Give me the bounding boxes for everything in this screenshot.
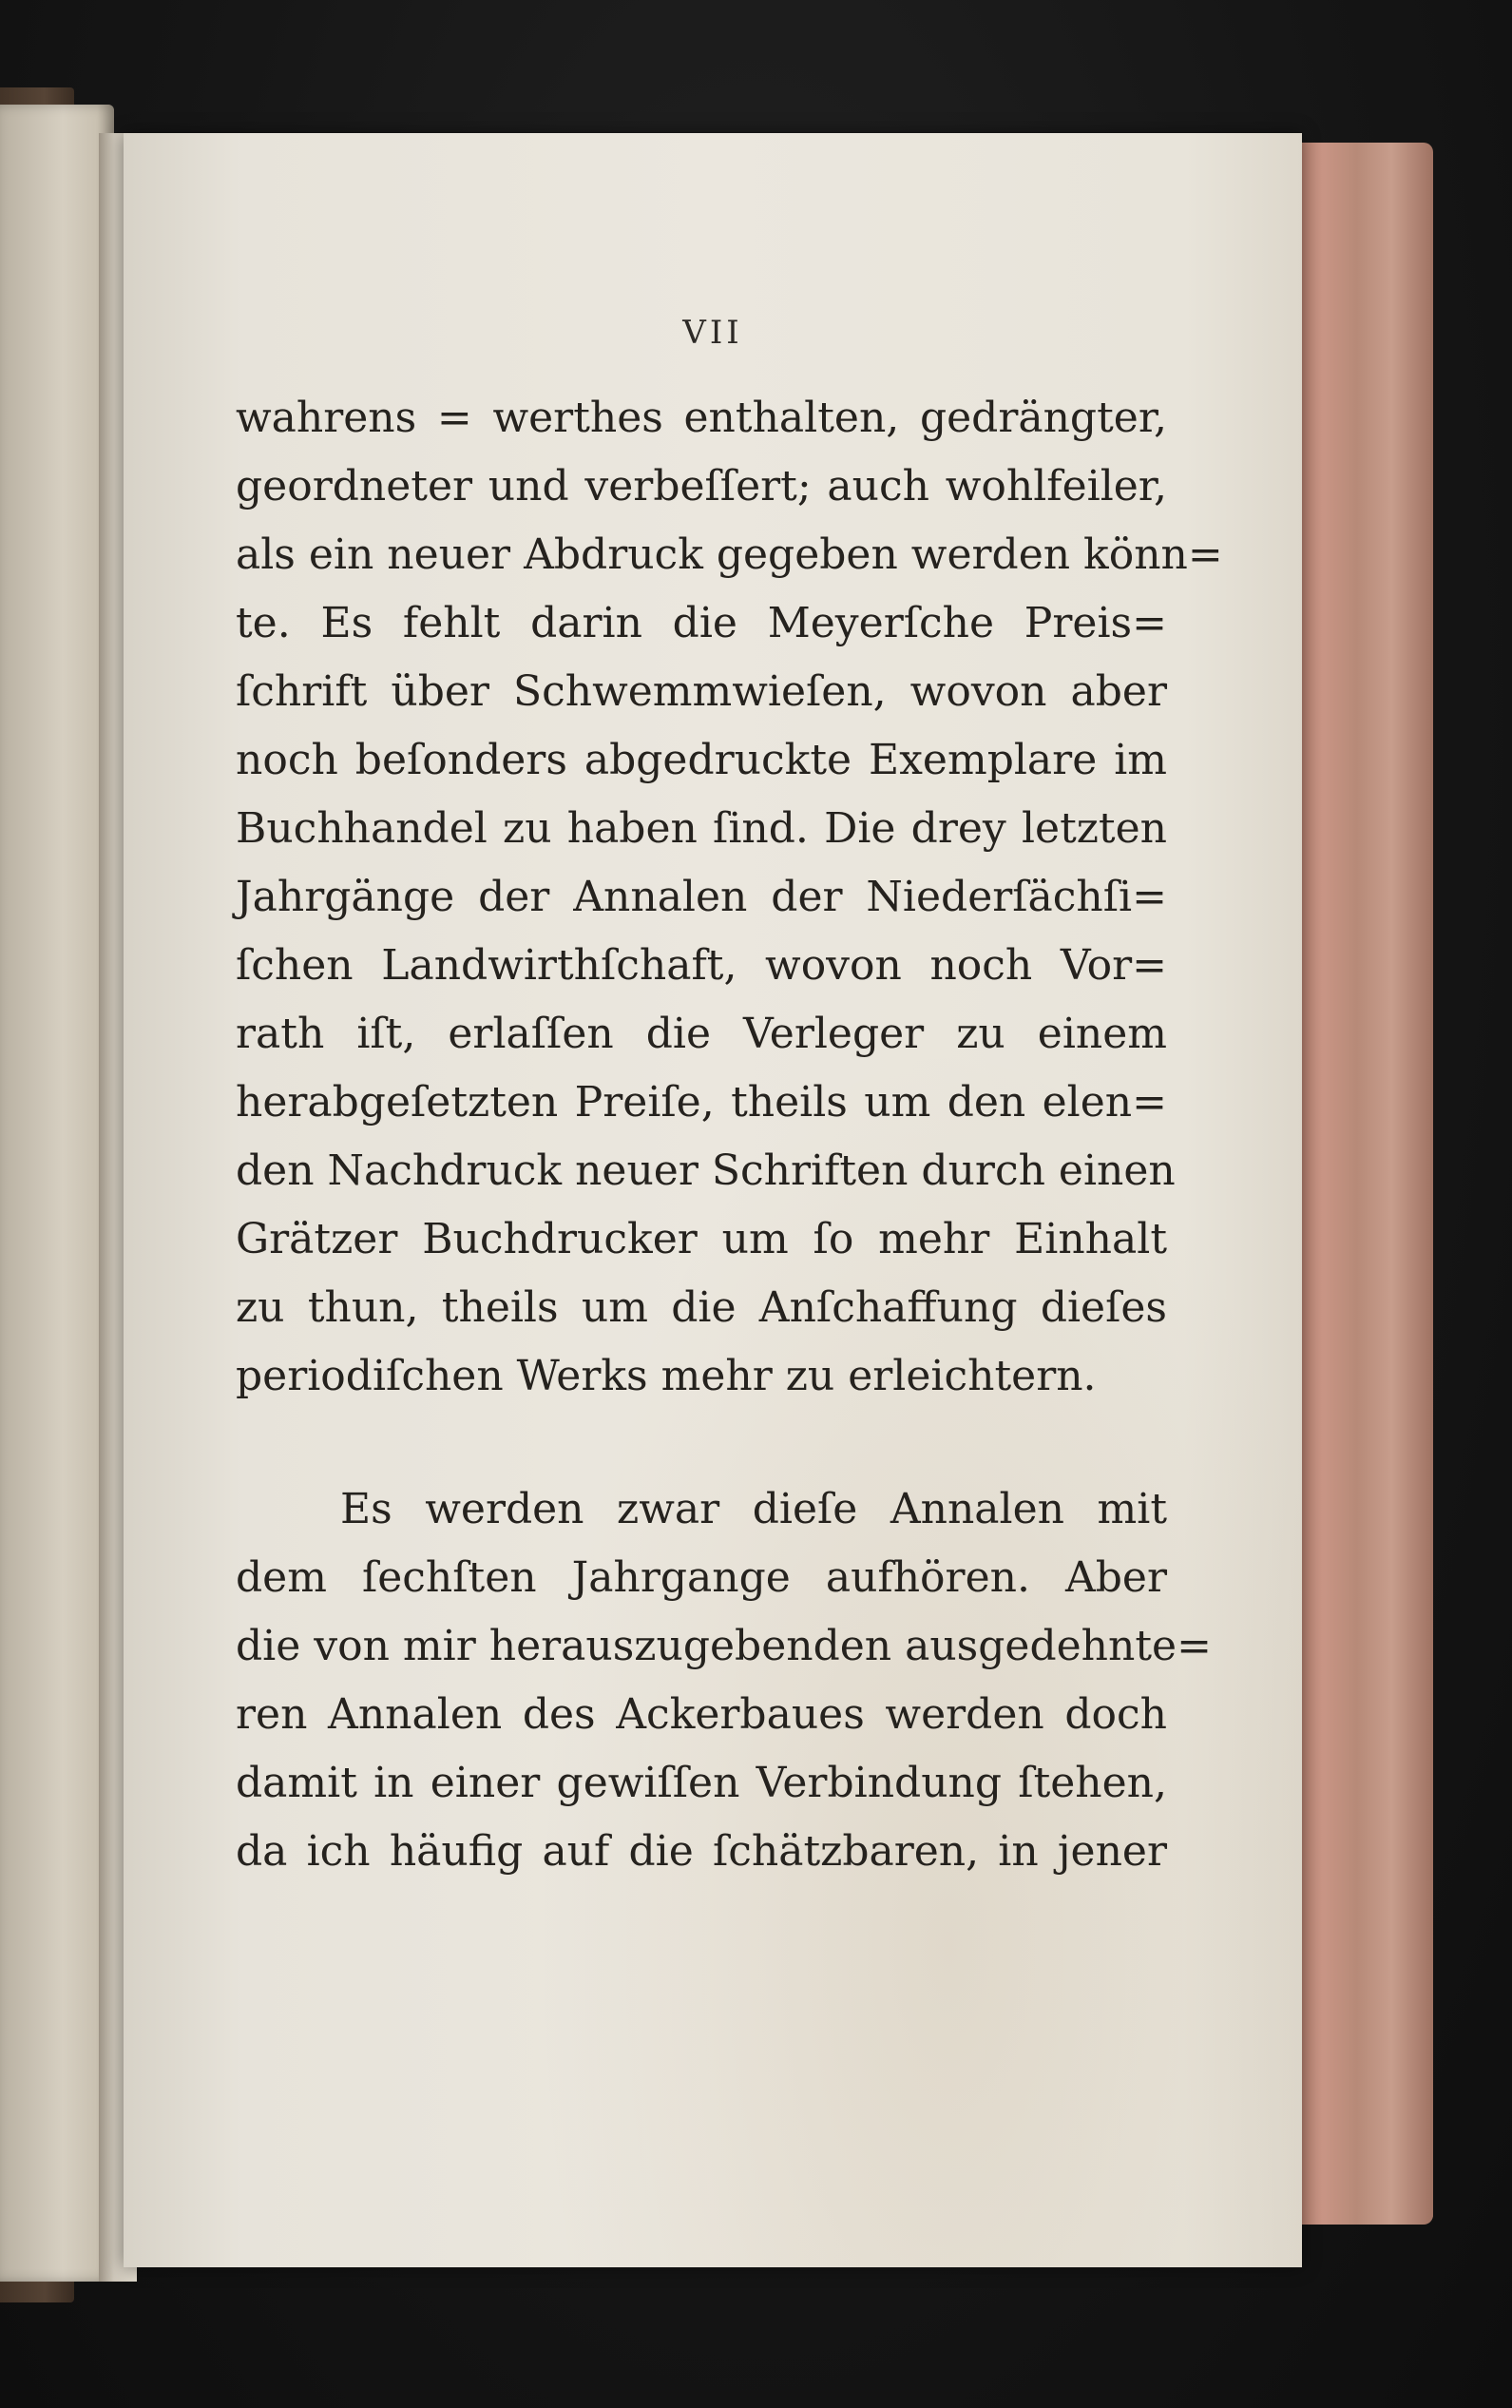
text-line: ren Annalen des Ackerbaues werden doch: [236, 1690, 1167, 1739]
text-line: herabgeſetzten Preiſe, theils um den elen=: [236, 1078, 1167, 1127]
page-number: VII: [682, 314, 743, 352]
text-line: Buchhandel zu haben ſind. Die drey letzten: [236, 804, 1167, 853]
text-line: da ich häufig auf die ſchätzbaren, in jener: [236, 1827, 1167, 1876]
text-line: damit in einer gewiſſen Verbindung ſtehen,: [236, 1759, 1167, 1807]
text-line: geordneter und verbeſſert; auch wohlfeiler,: [236, 462, 1167, 510]
text-line: te. Es fehlt darin die Meyerſche Preis=: [236, 599, 1167, 647]
text-line: ſchen Landwirthſchaft, wovon noch Vor=: [236, 941, 1167, 990]
text-line: noch beſonders abgedruckte Exemplare im: [236, 736, 1167, 784]
text-line: die von mir herauszugebenden ausgedehnte=: [236, 1622, 1212, 1670]
text-line: ſchrift über Schwemmwieſen, wovon aber: [236, 667, 1167, 716]
page-body-text: [236, 384, 1223, 1886]
left-page-edge: [0, 105, 114, 2282]
text-line: wahrens = werthes enthalten, gedrängter,: [236, 394, 1167, 442]
book-page: [124, 133, 1302, 2267]
text-line: dem ſechſten Jahrgange aufhören. Aber: [236, 1553, 1167, 1602]
text-line: Jahrgänge der Annalen der Niederſächſi=: [236, 873, 1167, 921]
page-fore-edge: [1294, 143, 1433, 2225]
text-line: Es werden zwar dieſe Annalen mit: [340, 1485, 1167, 1533]
text-line: rath iſt, erlaſſen die Verleger zu einem: [236, 1010, 1167, 1058]
text-line: zu thun, theils um die Anſchaffung dieſes: [236, 1283, 1167, 1332]
text-line: als ein neuer Abdruck gegeben werden könn=: [236, 530, 1223, 579]
paragraph-gap: [236, 1411, 1167, 1475]
text-line: Grätzer Buchdrucker um ſo mehr Einhalt: [236, 1215, 1167, 1263]
text-line: periodiſchen Werks mehr zu erleichtern.: [236, 1352, 1097, 1400]
text-line: den Nachdruck neuer Schriften durch einen: [236, 1146, 1176, 1195]
